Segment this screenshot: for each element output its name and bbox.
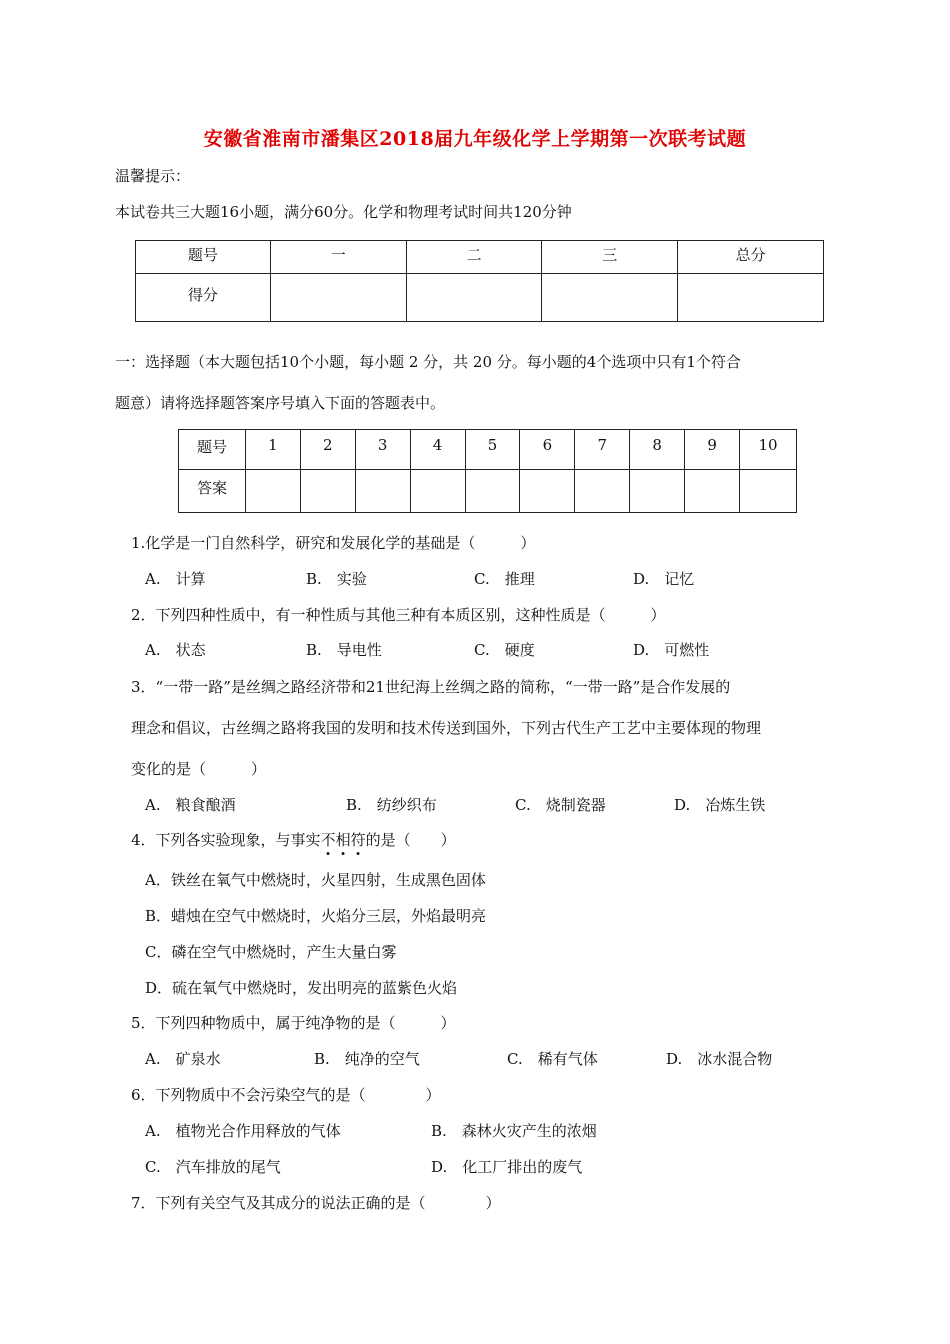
section1-line1: 一：选择题（本大题包括10个小题，每小题 2 分，共 20 分。每小题的4个选项中只有1个符合 [115,353,741,371]
q4-emphasis-char: 不 [320,831,336,849]
q3-option-b: B. 纺纱织布 [346,796,437,814]
q5-option-b: B. 纯净的空气 [314,1050,420,1068]
q7-stem: 7．下列有关空气及其成分的说法正确的是（ ） [131,1194,501,1212]
section1-line2: 题意）请将选择题答案序号填入下面的答题表中。 [115,394,446,412]
score-header-cell: 三 [542,241,678,274]
answer-number: 9 [685,430,740,470]
score-header-cell: 总分 [678,241,824,274]
score-header-cell: 一 [270,241,406,274]
q2-option-d: D. 可燃性 [633,641,710,659]
q1-option-b: B. 实验 [306,570,367,588]
answer-cell[interactable] [520,470,575,513]
answer-cell[interactable] [575,470,630,513]
q3-line2: 理念和倡议，古丝绸之路将我国的发明和技术传送到国外，下列古代生产工艺中主要体现的物理 [131,719,762,737]
score-cell[interactable] [542,274,678,322]
q3-option-c: C. 烧制瓷器 [515,796,606,814]
score-header-cell: 二 [406,241,542,274]
score-cell[interactable] [270,274,406,322]
answer-cell[interactable] [685,470,740,513]
q1-stem: 1.化学是一门自然科学，研究和发展化学的基础是（ ） [131,534,536,552]
q4-emphasis-char: 相 [335,831,351,849]
score-header-cell: 题号 [136,241,271,274]
answer-cell[interactable] [740,470,797,513]
answer-cell[interactable] [355,470,410,513]
q4-option-c: C．磷在空气中燃烧时，产生大量白雾 [145,943,397,961]
q5-option-d: D. 冰水混合物 [666,1050,773,1068]
answer-header-label: 题号 [179,430,246,470]
q5-stem: 5．下列四种物质中，属于纯净物的是（ ） [131,1014,456,1032]
answer-cell[interactable] [300,470,355,513]
answer-cell[interactable] [465,470,520,513]
q1-option-a: A. 计算 [145,570,206,588]
q5-option-c: C. 稀有气体 [507,1050,598,1068]
q4-stem-post: 的是（ ） [365,831,456,849]
q1-option-c: C. 推理 [474,570,535,588]
q6-option-a: A. 植物光合作用释放的气体 [145,1122,341,1140]
q5-option-a: A. 矿泉水 [145,1050,221,1068]
q4-option-a: A．铁丝在氧气中燃烧时，火星四射，生成黑色固体 [145,871,486,889]
answer-number: 8 [630,430,685,470]
q3-line3: 变化的是（ ） [131,760,267,778]
hint-label: 温馨提示： [115,167,191,185]
q3-option-a: A. 粮食酿酒 [145,796,236,814]
score-cell[interactable] [406,274,542,322]
q6-option-b: B. 森林火灾产生的浓烟 [431,1122,597,1140]
score-cell[interactable] [678,274,824,322]
score-table [135,240,824,322]
answer-number: 10 [740,430,797,470]
answer-number: 1 [245,430,300,470]
q2-stem: 2．下列四种性质中，有一种性质与其他三种有本质区别，这种性质是（ ） [131,606,666,624]
q6-option-c: C. 汽车排放的尾气 [145,1158,281,1176]
answer-number: 3 [355,430,410,470]
q4-emphasis-char: 符 [350,831,366,849]
q4-stem [131,830,456,850]
answer-cell[interactable] [630,470,685,513]
q2-option-b: B. 导电性 [306,641,382,659]
answer-cell[interactable] [410,470,465,513]
q6-option-d: D. 化工厂排出的废气 [431,1158,583,1176]
page-title: 安徽省淮南市潘集区2018届九年级化学上学期第一次联考试题 [203,128,747,150]
q4-stem-pre: 4．下列各实验现象，与事实 [131,831,321,849]
answer-number: 2 [300,430,355,470]
answer-cell[interactable] [245,470,300,513]
q2-option-c: C. 硬度 [474,641,535,659]
q1-option-d: D. 记忆 [633,570,695,588]
answer-table [178,429,797,513]
answer-number: 6 [520,430,575,470]
score-row-label: 得分 [136,274,271,322]
q4-option-d: D．硫在氧气中燃烧时，发出明亮的蓝紫色火焰 [145,979,458,997]
q3-line1: 3．“一带一路”是丝绸之路经济带和21世纪海上丝绸之路的简称，“一带一路”是合作发展的 [131,678,731,696]
answer-number: 7 [575,430,630,470]
answer-number: 5 [465,430,520,470]
q3-option-d: D. 冶炼生铁 [674,796,766,814]
answer-row-label: 答案 [179,470,246,513]
answer-number: 4 [410,430,465,470]
hint-text: 本试卷共三大题16小题，满分60分。化学和物理考试时间共120分钟 [115,203,572,221]
q6-stem: 6．下列物质中不会污染空气的是（ ） [131,1086,441,1104]
q4-option-b: B．蜡烛在空气中燃烧时，火焰分三层，外焰最明亮 [145,907,487,925]
q2-option-a: A. 状态 [145,641,206,659]
